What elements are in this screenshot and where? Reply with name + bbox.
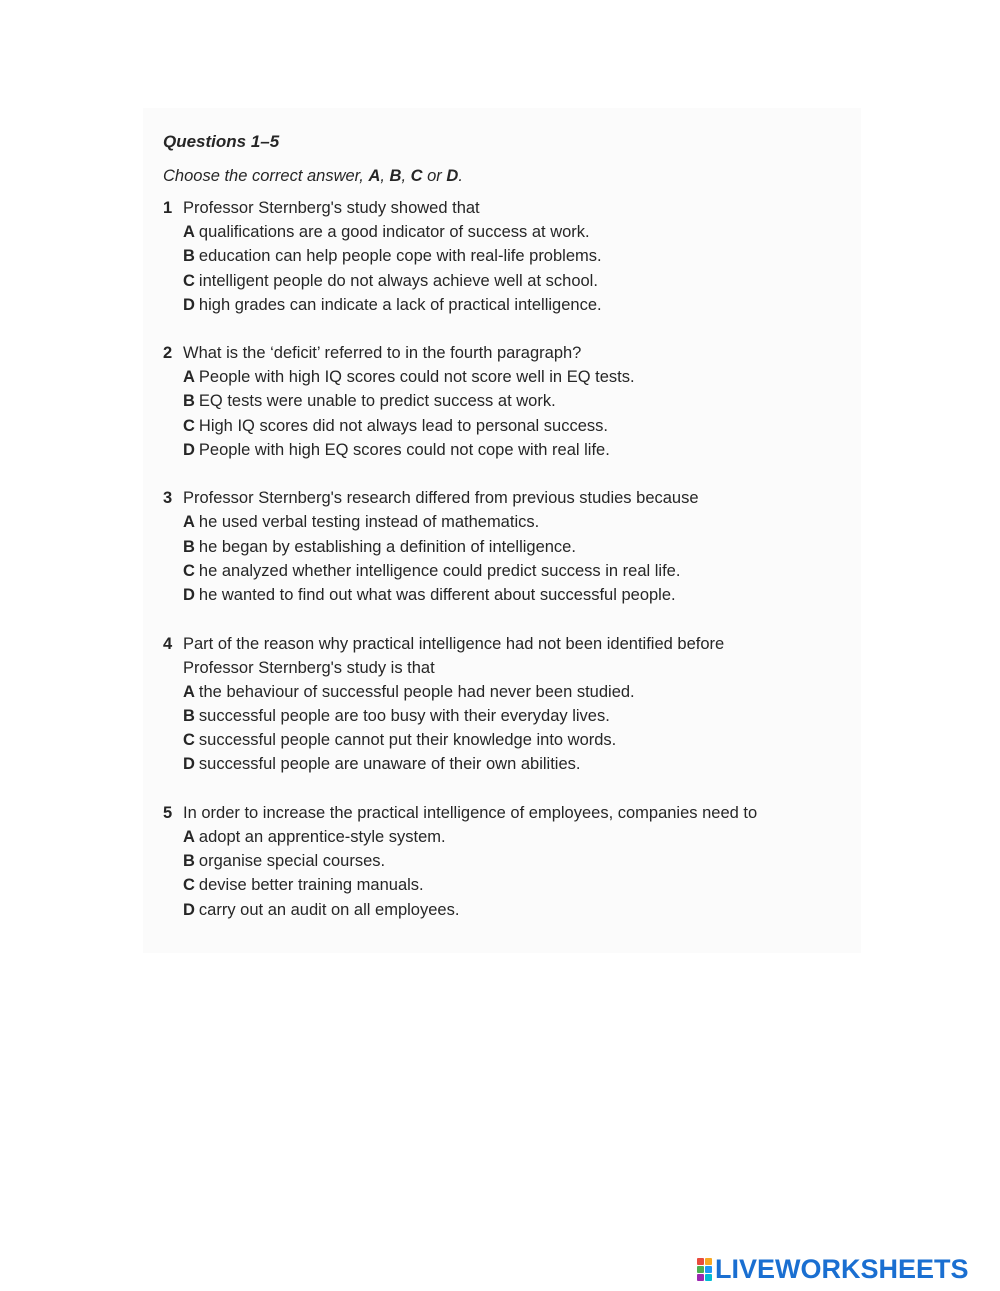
option-letter: C <box>183 731 195 750</box>
option-letter: D <box>183 900 195 919</box>
question-5 <box>163 801 863 922</box>
option-letter: C <box>183 561 195 580</box>
logo-block <box>697 1258 704 1265</box>
option-d[interactable] <box>183 438 863 462</box>
option-c[interactable] <box>183 728 863 752</box>
option-letter: A <box>183 827 195 846</box>
option-c[interactable] <box>183 414 863 438</box>
instruction-letter-d: D <box>446 167 459 185</box>
option-c[interactable] <box>183 269 863 293</box>
option-letter: A <box>183 682 195 701</box>
logo-block <box>697 1266 704 1273</box>
question-2 <box>163 341 863 462</box>
question-4 <box>163 632 863 777</box>
question-stem: Professor Sternberg's study showed that <box>183 199 480 217</box>
option-d[interactable] <box>183 898 863 922</box>
option-text: successful people are unaware of their own abilities. <box>198 755 581 774</box>
option-letter: C <box>183 876 195 895</box>
option-c[interactable] <box>183 873 863 897</box>
instruction-suffix: . <box>458 167 463 185</box>
option-b[interactable] <box>183 389 863 413</box>
instruction-sep: or <box>422 167 447 185</box>
option-b[interactable] <box>183 244 863 268</box>
option-letter: A <box>183 513 195 532</box>
option-letter: B <box>183 392 195 411</box>
option-c[interactable] <box>183 559 863 583</box>
option-b[interactable] <box>183 704 863 728</box>
section-heading: Questions 1–5 <box>163 132 280 151</box>
question-1 <box>163 196 863 317</box>
option-text: intelligent people do not always achieve well at school. <box>198 271 598 290</box>
option-text: he used verbal testing instead of mathematics. <box>198 513 540 532</box>
instruction-letter-c: C <box>410 167 423 185</box>
instruction-prefix: Choose the correct answer, <box>163 167 369 185</box>
option-text: carry out an audit on all employees. <box>198 900 460 919</box>
question-3 <box>163 486 863 607</box>
option-letter: D <box>183 441 195 460</box>
option-text: devise better training manuals. <box>198 876 424 895</box>
option-a[interactable] <box>183 365 863 389</box>
option-text: High IQ scores did not always lead to personal success. <box>198 416 608 435</box>
option-b[interactable] <box>183 535 863 559</box>
option-text: EQ tests were unable to predict success at work. <box>198 392 556 411</box>
question-number: 2 <box>163 344 173 363</box>
option-d[interactable] <box>183 583 863 607</box>
option-letter: D <box>183 586 195 605</box>
option-text: organise special courses. <box>198 852 386 871</box>
logo-block <box>697 1274 704 1281</box>
question-stem: Part of the reason why practical intelligence had not been identified before Professor Sternberg's study is that <box>183 634 725 677</box>
option-letter: B <box>183 247 195 266</box>
brand-name: LIVEWORKSHEETS <box>715 1254 969 1284</box>
option-letter: B <box>183 852 195 871</box>
instruction-sep: , <box>380 167 390 185</box>
question-stem: What is the ‘deficit’ referred to in the fourth paragraph? <box>183 344 582 363</box>
option-letter: A <box>183 368 195 387</box>
option-letter: D <box>183 755 195 774</box>
question-number: 5 <box>163 803 173 822</box>
instruction-line <box>163 164 863 188</box>
question-number: 3 <box>163 489 173 508</box>
option-text: successful people cannot put their knowledge into words. <box>198 731 617 750</box>
option-text: he analyzed whether intelligence could predict success in real life. <box>198 561 681 580</box>
option-text: adopt an apprentice-style system. <box>198 827 446 846</box>
questions-section <box>163 130 863 946</box>
option-a[interactable] <box>183 680 863 704</box>
question-stem: Professor Sternberg's research differed from previous studies because <box>183 489 699 508</box>
question-number: 1 <box>163 199 173 217</box>
option-text: People with high EQ scores could not cope with real life. <box>198 441 610 460</box>
option-letter: B <box>183 706 195 725</box>
instruction-letter-a: A <box>368 167 381 185</box>
liveworksheets-brand[interactable] <box>697 1256 969 1282</box>
instruction-letter-b: B <box>389 167 402 185</box>
option-letter: A <box>183 223 195 241</box>
option-letter: B <box>183 537 195 556</box>
option-letter: D <box>183 295 195 314</box>
option-text: successful people are too busy with their everyday lives. <box>198 706 610 725</box>
question-stem: In order to increase the practical intelligence of employees, companies need to <box>183 803 758 822</box>
option-text: qualifications are a good indicator of success at work. <box>198 223 590 241</box>
option-text: high grades can indicate a lack of practical intelligence. <box>198 295 602 314</box>
option-b[interactable] <box>183 849 863 873</box>
option-letter: C <box>183 416 195 435</box>
option-d[interactable] <box>183 293 863 317</box>
logo-block <box>705 1274 712 1281</box>
option-text: he began by establishing a definition of intelligence. <box>198 537 576 556</box>
liveworksheets-logo-icon <box>697 1258 712 1281</box>
option-text: he wanted to find out what was different about successful people. <box>198 586 676 605</box>
option-text: the behaviour of successful people had never been studied. <box>198 682 635 701</box>
logo-block <box>705 1258 712 1265</box>
option-text: People with high IQ scores could not score well in EQ tests. <box>198 368 635 387</box>
option-text: education can help people cope with real-life problems. <box>198 247 602 266</box>
option-letter: C <box>183 271 195 290</box>
option-a[interactable] <box>183 510 863 534</box>
instruction-sep: , <box>401 167 411 185</box>
question-number: 4 <box>163 634 173 653</box>
logo-block <box>705 1266 712 1273</box>
option-d[interactable] <box>183 752 863 776</box>
option-a[interactable] <box>183 825 863 849</box>
option-a[interactable] <box>183 220 863 244</box>
